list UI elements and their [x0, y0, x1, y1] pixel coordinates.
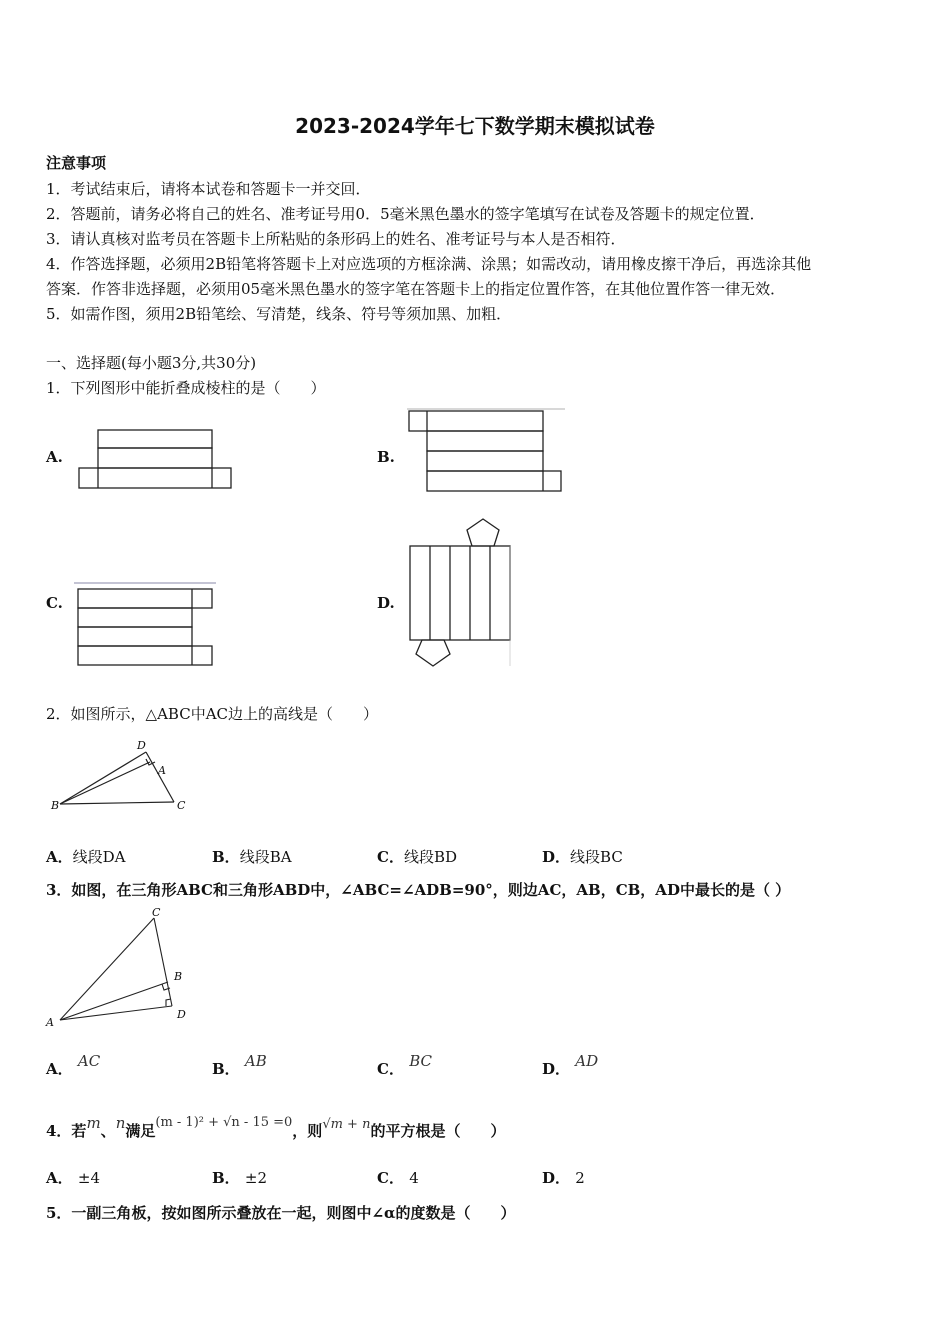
q3-option-d	[542, 1052, 599, 1079]
notice-item-3: 3．请认真核对监考员在答题卡上所粘贴的条形码上的姓名、准考证号与本人是否相符．	[46, 230, 626, 248]
question-5-stem: 5．一副三角板，按如图所示叠放在一起，则图中∠α的度数是（ ）	[46, 1204, 516, 1222]
q3-option-c	[377, 1052, 432, 1079]
q1-net-b	[407, 407, 567, 493]
notice-item-4-cont: 答案．作答非选择题，必须用05毫米黑色墨水的签字笔在答题卡上的指定位置作答，在其他位置作答一律无效．	[46, 280, 786, 298]
q4-option-d-text: 2	[575, 1169, 585, 1187]
q3-label-d: D	[177, 1008, 186, 1021]
notice-item-5: 5．如需作图，须用2B铅笔绘、写清楚，线条、符号等须加黑、加粗．	[46, 305, 512, 323]
q3-label-c: C	[152, 906, 161, 919]
question-3-stem: 3．如图，在三角形ABC和三角形ABD中，∠ABC=∠ADB=90°，则边AC，AB，CB，AD中最长的是（ ）	[46, 881, 791, 899]
q3-option-a	[46, 1052, 101, 1079]
section-heading: 一、选择题(每小题3分,共30分)	[46, 354, 257, 372]
q1-option-d-label: D.	[377, 594, 395, 612]
q3-option-c-label: C．	[377, 1060, 404, 1078]
q1-option-c-label: C.	[46, 594, 63, 612]
q2-label-a: A	[158, 764, 166, 777]
q4-option-c-label: C．	[377, 1169, 404, 1187]
q3-option-b-label: B．	[212, 1060, 240, 1078]
q4-expression: √m + n	[322, 1117, 371, 1132]
q2-label-b: B	[51, 799, 60, 812]
q2-option-d-text: 线段BC	[570, 848, 623, 866]
q2-option-a-label: A．	[46, 848, 73, 866]
q3-option-c-text: BC	[409, 1052, 432, 1070]
q4-var-n: n	[115, 1114, 126, 1132]
question-2-stem: 2．如图所示，△ABC中AC边上的高线是（ ）	[46, 705, 379, 723]
q2-option-d	[542, 846, 623, 867]
notice-item-2: 2．答题前，请务必将自己的姓名、准考证号用0．5毫米黑色墨水的签字笔填写在试卷及答题卡的规定位置．	[46, 205, 765, 223]
q4-option-b-text: ±2	[244, 1169, 268, 1187]
q4-option-a-text: ±4	[77, 1169, 100, 1187]
q4-option-d	[542, 1167, 585, 1188]
q4-var-m: m	[86, 1114, 101, 1132]
q3-option-b-text: AB	[244, 1052, 267, 1070]
q3-triangle-figure	[44, 906, 204, 1030]
q3-label-a: A	[46, 1016, 54, 1029]
question-1-stem: 1．下列图形中能折叠成棱柱的是（ ）	[46, 379, 326, 397]
q1-net-a	[78, 428, 234, 490]
q4-option-a-label: A．	[46, 1169, 73, 1187]
q4-option-c	[377, 1167, 419, 1188]
q4-pre: 4．若	[46, 1122, 87, 1140]
q2-option-d-label: D．	[542, 848, 571, 866]
q2-option-c-text: 线段BD	[403, 848, 458, 866]
q2-triangle-figure	[46, 738, 196, 818]
q4-option-b-label: B．	[212, 1169, 240, 1187]
notice-item-4: 4．作答选择题，必须用2B铅笔将答题卡上对应选项的方框涂满、涂黑；如需改动，请用橡皮擦干净后，再选涂其他	[46, 255, 812, 273]
notice-heading: 注意事项	[46, 154, 107, 172]
q2-option-b-label: B．	[212, 848, 240, 866]
q3-label-b: B	[174, 970, 183, 983]
q4-post: 的平方根是（ ）	[370, 1122, 506, 1140]
q1-net-c	[74, 580, 220, 668]
q2-label-c: C	[177, 799, 186, 812]
q4-option-c-text: 4	[409, 1169, 419, 1187]
q3-option-d-label: D．	[542, 1060, 571, 1078]
q1-option-b-label: B.	[377, 448, 395, 466]
q4-option-a	[46, 1167, 100, 1188]
q2-option-b	[212, 846, 292, 867]
q3-option-a-label: A．	[46, 1060, 73, 1078]
q2-option-c-label: C．	[377, 848, 404, 866]
q2-option-c	[377, 846, 457, 867]
q4-option-b	[212, 1167, 267, 1188]
q4-option-d-label: D．	[542, 1169, 571, 1187]
q4-condition: (m - 1)² + √n - 15 =0	[155, 1115, 293, 1130]
q3-option-a-text: AC	[77, 1052, 101, 1070]
q1-option-a-label: A.	[46, 448, 63, 466]
question-4-stem	[46, 1114, 506, 1141]
q3-option-b	[212, 1052, 267, 1079]
q2-label-d: D	[137, 739, 146, 752]
notice-item-1: 1．考试结束后，请将本试卷和答题卡一并交回．	[46, 180, 371, 198]
q3-option-d-text: AD	[575, 1052, 599, 1070]
q4-mid2: ，则	[292, 1122, 323, 1140]
q4-mid1: 满足	[125, 1122, 156, 1140]
q1-net-d	[406, 516, 518, 670]
page-title: 2023-2024学年七下数学期末模拟试卷	[295, 114, 655, 138]
q2-option-a-text: 线段DA	[72, 848, 126, 866]
q2-option-a	[46, 846, 126, 867]
q4-sep: 、	[100, 1122, 116, 1140]
q2-option-b-text: 线段BA	[239, 848, 292, 866]
